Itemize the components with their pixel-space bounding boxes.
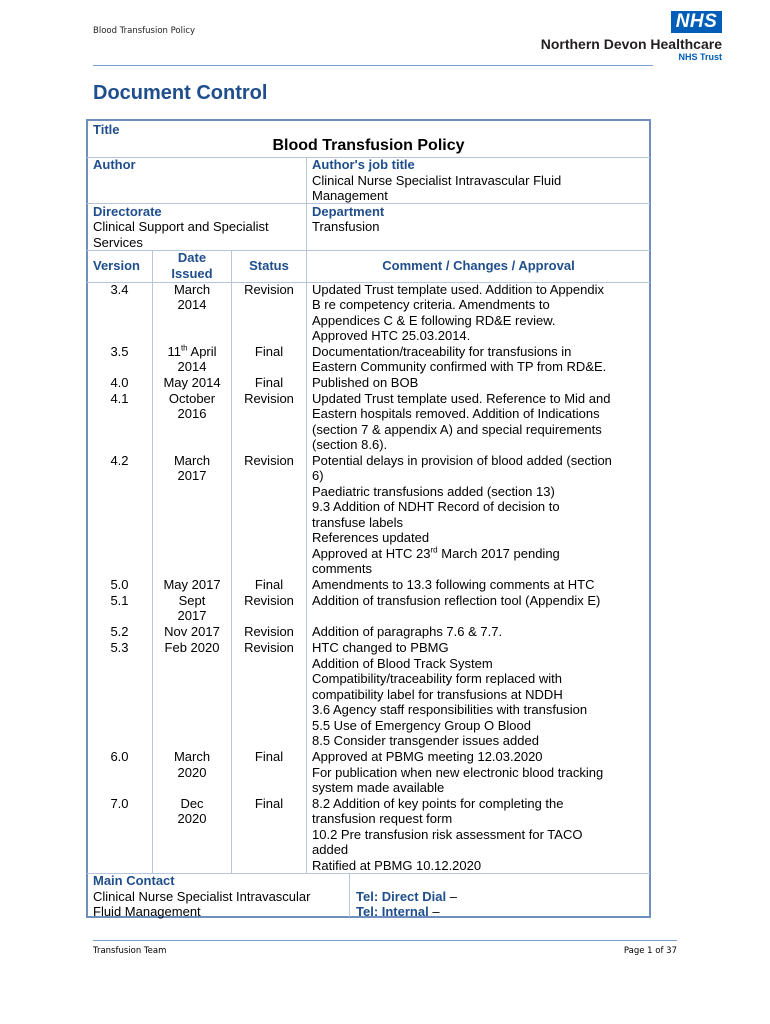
row-date: 2014 xyxy=(177,359,207,374)
tel-direct-dial: Tel: Direct Dial – xyxy=(356,889,457,904)
row-comment: Updated Trust template used. Reference to Mid and xyxy=(312,391,611,406)
divider-col-status xyxy=(306,250,307,873)
col-header-date-1: Date xyxy=(177,250,207,265)
row-comment: Compatibility/traceability form replaced with xyxy=(312,671,562,686)
nhs-logo: NHS xyxy=(671,11,722,33)
row-status: Revision xyxy=(244,282,294,297)
row-status: Final xyxy=(254,796,284,811)
department-value: Transfusion xyxy=(312,219,380,234)
row-comment: (section 8.6). xyxy=(312,437,388,452)
row-comment: Documentation/traceability for transfusions in xyxy=(312,344,572,359)
main-contact-line-1: Clinical Nurse Specialist Intravascular xyxy=(93,889,311,904)
footer-divider xyxy=(93,940,677,941)
row-comment: B re competency criteria. Amendments to xyxy=(312,297,550,312)
page-title: Document Control xyxy=(93,82,268,104)
footer-team: Transfusion Team xyxy=(93,946,167,956)
row-date: May 2014 xyxy=(163,375,221,390)
row-status: Revision xyxy=(244,593,294,608)
row-date: Nov 2017 xyxy=(164,624,220,639)
row-comment: Approved at HTC 23rd March 2017 pending xyxy=(312,545,560,561)
row-status: Revision xyxy=(244,453,294,468)
row-comment: Eastern Community confirmed with TP from RD&E. xyxy=(312,359,607,374)
row-comment: 8.5 Consider transgender issues added xyxy=(312,733,539,748)
document-title: Blood Transfusion Policy xyxy=(272,137,465,154)
row-comment: added xyxy=(312,842,349,857)
directorate-line-2: Services xyxy=(93,235,143,250)
organisation-name: Northern Devon Healthcare xyxy=(540,36,722,52)
col-header-comment: Comment / Changes / Approval xyxy=(382,258,575,273)
department-label: Department xyxy=(312,204,385,219)
row-version: 6.0 xyxy=(110,749,129,764)
row-date: Feb 2020 xyxy=(164,640,220,655)
row-status: Final xyxy=(254,749,284,764)
row-comment: 5.5 Use of Emergency Group O Blood xyxy=(312,718,531,733)
author-job-label: Author's job title xyxy=(312,157,415,172)
row-comment: transfusion request form xyxy=(312,811,453,826)
author-job-line-2: Management xyxy=(312,188,388,203)
row-comment: Paediatric transfusions added (section 13) xyxy=(312,484,555,499)
row-date: Dec xyxy=(180,796,204,811)
row-status: Revision xyxy=(244,391,294,406)
organisation-subtitle: NHS Trust xyxy=(678,52,722,62)
row-version: 5.1 xyxy=(110,593,129,608)
divider-col-author xyxy=(306,157,307,250)
row-comment: Eastern hospitals removed. Addition of Indications xyxy=(312,406,600,421)
row-date: Sept xyxy=(178,593,206,608)
row-version: 3.4 xyxy=(110,282,129,297)
row-version: 3.5 xyxy=(110,344,129,359)
row-comment: Updated Trust template used. Addition to Appendix xyxy=(312,282,604,297)
row-date: 2014 xyxy=(177,297,207,312)
row-version: 7.0 xyxy=(110,796,129,811)
row-comment: 9.3 Addition of NDHT Record of decision to xyxy=(312,499,560,514)
row-date: May 2017 xyxy=(163,577,221,592)
directorate-label: Directorate xyxy=(93,204,162,219)
row-version: 4.1 xyxy=(110,391,129,406)
row-comment: Addition of Blood Track System xyxy=(312,656,493,671)
row-comment: Appendices C & E following RD&E review. xyxy=(312,313,556,328)
row-comment: comments xyxy=(312,561,372,576)
row-comment: transfuse labels xyxy=(312,515,404,530)
tel-internal: Tel: Internal – xyxy=(356,904,440,919)
row-status: Revision xyxy=(244,624,294,639)
row-comment: compatibility label for transfusions at NDDH xyxy=(312,687,563,702)
row-comment: For publication when new electronic blood tracking xyxy=(312,765,604,780)
main-contact-line-2: Fluid Management xyxy=(93,904,201,919)
row-date: March xyxy=(173,453,211,468)
col-header-status: Status xyxy=(249,258,289,273)
row-version: 5.0 xyxy=(110,577,129,592)
row-date: March xyxy=(173,749,211,764)
page-number: Page 1 of 37 xyxy=(623,946,677,956)
row-comment: Potential delays in provision of blood added (section xyxy=(312,453,612,468)
col-header-version: Version xyxy=(93,258,140,273)
author-label: Author xyxy=(93,157,136,172)
row-comment: 8.2 Addition of key points for completing the xyxy=(312,796,564,811)
row-date: 2017 xyxy=(177,468,207,483)
row-comment: References updated xyxy=(312,530,430,545)
main-contact-label: Main Contact xyxy=(93,873,175,888)
col-header-date-2: Issued xyxy=(171,266,213,281)
row-status: Final xyxy=(254,375,284,390)
row-comment: Approved HTC 25.03.2014. xyxy=(312,328,471,343)
row-comment: Amendments to 13.3 following comments at HTC xyxy=(312,577,595,592)
row-date: March xyxy=(173,282,211,297)
row-version: 5.3 xyxy=(110,640,129,655)
row-comment: Published on BOB xyxy=(312,375,419,390)
row-version: 5.2 xyxy=(110,624,129,639)
row-comment: 3.6 Agency staff responsibilities with transfusion xyxy=(312,702,588,717)
row-date: 11th April xyxy=(167,343,217,359)
row-comment: system made available xyxy=(312,780,445,795)
row-date: 2020 xyxy=(177,765,207,780)
row-comment: HTC changed to PBMG xyxy=(312,640,449,655)
divider-col-contact xyxy=(349,873,350,917)
row-comment: 10.2 Pre transfusion risk assessment for TACO xyxy=(312,827,583,842)
row-date: 2016 xyxy=(177,406,207,421)
row-comment: Approved at PBMG meeting 12.03.2020 xyxy=(312,749,543,764)
row-comment: 6) xyxy=(312,468,324,483)
row-date: October xyxy=(168,391,216,406)
row-date: 2020 xyxy=(177,811,207,826)
row-status: Revision xyxy=(244,640,294,655)
row-version: 4.0 xyxy=(110,375,129,390)
row-comment: Addition of transfusion reflection tool (Appendix E) xyxy=(312,593,601,608)
row-comment: (section 7 & appendix A) and special requirements xyxy=(312,422,602,437)
title-label: Title xyxy=(93,122,120,137)
row-status: Final xyxy=(254,577,284,592)
running-header-title: Blood Transfusion Policy xyxy=(93,26,196,36)
row-date: 2017 xyxy=(177,608,207,623)
row-status: Final xyxy=(254,344,284,359)
author-job-line-1: Clinical Nurse Specialist Intravascular Fluid xyxy=(312,173,562,188)
header-divider xyxy=(93,65,653,66)
row-comment: Addition of paragraphs 7.6 & 7.7. xyxy=(312,624,503,639)
row-comment: Ratified at PBMG 10.12.2020 xyxy=(312,858,482,873)
directorate-line-1: Clinical Support and Specialist xyxy=(93,219,269,234)
row-version: 4.2 xyxy=(110,453,129,468)
